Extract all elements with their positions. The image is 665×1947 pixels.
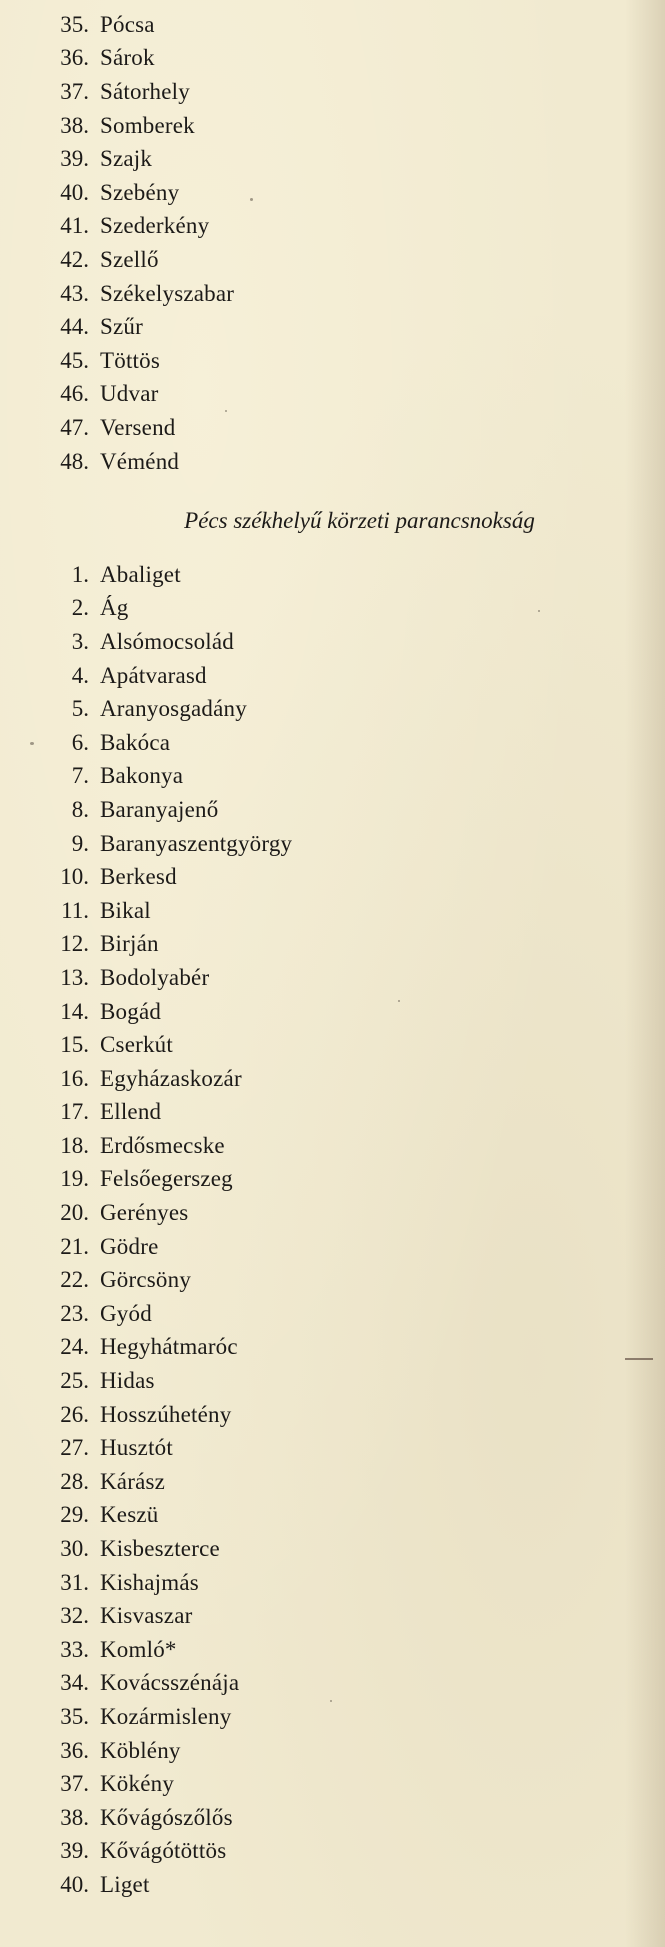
- scan-mark: [625, 1358, 653, 1360]
- settlement-name: Kővágószőlős: [100, 1804, 233, 1830]
- item-number: 48.: [60, 448, 89, 474]
- item-number: 13.: [60, 964, 89, 990]
- settlement-name: Cserkút: [100, 1032, 173, 1058]
- list-item: [0, 1028, 292, 1062]
- item-number: 40.: [60, 179, 89, 205]
- item-number: 27.: [60, 1435, 89, 1461]
- list-item: [0, 445, 234, 479]
- item-number: 12.: [60, 931, 89, 957]
- item-number: 22.: [60, 1267, 89, 1293]
- settlement-name: Véménd: [100, 448, 180, 474]
- settlement-name: Ellend: [100, 1099, 162, 1125]
- item-number: 38.: [60, 1804, 89, 1830]
- settlement-name: Aranyosgadány: [100, 696, 247, 722]
- item-number: 45.: [60, 347, 89, 373]
- settlement-name: Szebény: [100, 179, 180, 205]
- settlement-name: Apátvarasd: [100, 662, 207, 688]
- list-item: [0, 142, 234, 176]
- item-number: 21.: [60, 1233, 89, 1259]
- settlement-name: Versend: [100, 414, 176, 440]
- settlement-name: Kővágótöttös: [100, 1838, 227, 1864]
- list-item: [0, 760, 292, 794]
- list-item: [0, 1062, 292, 1096]
- item-number: 6.: [71, 729, 89, 755]
- item-number: 8.: [71, 796, 89, 822]
- settlement-name: Baranyaszentgyörgy: [100, 830, 293, 856]
- settlement-list-pecs: [0, 558, 292, 1902]
- settlement-name: Komló*: [100, 1636, 177, 1662]
- settlement-name: Pócsa: [100, 11, 155, 37]
- settlement-name: Töttös: [100, 347, 160, 373]
- item-number: 26.: [60, 1401, 89, 1427]
- list-item: [0, 1196, 292, 1230]
- settlement-name: Alsómocsolád: [100, 628, 234, 654]
- list-item: [0, 1767, 292, 1801]
- item-number: 15.: [60, 1032, 89, 1058]
- list-item: [0, 176, 234, 210]
- list-item: [0, 860, 292, 894]
- list-item: [0, 277, 234, 311]
- list-item: [0, 243, 234, 277]
- list-item: [0, 1297, 292, 1331]
- item-number: 1.: [71, 561, 89, 587]
- settlement-name: Felsőegerszeg: [100, 1166, 233, 1192]
- item-number: 7.: [71, 763, 89, 789]
- list-item: [0, 411, 234, 445]
- list-item: [0, 592, 292, 626]
- settlement-name: Sátorhely: [100, 78, 190, 104]
- item-number: 20.: [60, 1200, 89, 1226]
- item-number: 44.: [60, 314, 89, 340]
- list-item: [0, 1633, 292, 1667]
- item-number: 32.: [60, 1603, 89, 1629]
- settlement-name: Abaliget: [100, 561, 181, 587]
- list-item: [0, 310, 234, 344]
- list-item: [0, 827, 292, 861]
- item-number: 16.: [60, 1065, 89, 1091]
- list-item: [0, 109, 234, 143]
- list-item: [0, 1532, 292, 1566]
- item-number: 4.: [71, 662, 89, 688]
- scan-speck: [225, 410, 227, 412]
- list-item: [0, 344, 234, 378]
- list-item: [0, 1499, 292, 1533]
- item-number: 37.: [60, 1771, 89, 1797]
- item-number: 23.: [60, 1300, 89, 1326]
- item-number: 2.: [71, 595, 89, 621]
- list-item: [0, 1431, 292, 1465]
- settlement-name: Kisvaszar: [100, 1603, 193, 1629]
- list-item: [0, 961, 292, 995]
- settlement-name: Baranyajenő: [100, 796, 219, 822]
- settlement-name: Egyházaskozár: [100, 1065, 242, 1091]
- item-number: 9.: [71, 830, 89, 856]
- list-item: [0, 1331, 292, 1365]
- list-item: [0, 1835, 292, 1869]
- list-item: [0, 1599, 292, 1633]
- item-number: 3.: [71, 628, 89, 654]
- list-item: [0, 1868, 292, 1902]
- settlement-list-top: [0, 8, 234, 478]
- settlement-name: Szajk: [100, 146, 153, 172]
- settlement-name: Bogád: [100, 998, 162, 1024]
- settlement-name: Bodolyabér: [100, 964, 210, 990]
- list-item: [0, 1801, 292, 1835]
- list-item: [0, 1129, 292, 1163]
- item-number: 36.: [60, 45, 89, 71]
- settlement-name: Kökény: [100, 1771, 175, 1797]
- item-number: 19.: [60, 1166, 89, 1192]
- page-edge-shadow: [625, 0, 665, 1947]
- list-item: [0, 1230, 292, 1264]
- settlement-name: Kovácsszénája: [100, 1670, 240, 1696]
- scan-speck: [250, 198, 253, 201]
- list-item: [0, 692, 292, 726]
- settlement-name: Berkesd: [100, 864, 177, 890]
- list-item: [0, 659, 292, 693]
- settlement-name: Husztót: [100, 1435, 173, 1461]
- item-number: 36.: [60, 1737, 89, 1763]
- settlement-name: Kisbeszterce: [100, 1536, 220, 1562]
- settlement-name: Birján: [100, 931, 159, 957]
- settlement-name: Szederkény: [100, 213, 210, 239]
- item-number: 38.: [60, 112, 89, 138]
- list-item: [0, 1263, 292, 1297]
- settlement-name: Székelyszabar: [100, 280, 235, 306]
- list-item: [0, 894, 292, 928]
- settlement-name: Szellő: [100, 246, 159, 272]
- list-item: [0, 558, 292, 592]
- settlement-name: Görcsöny: [100, 1267, 192, 1293]
- item-number: 14.: [60, 998, 89, 1024]
- item-number: 41.: [60, 213, 89, 239]
- settlement-name: Bakonya: [100, 763, 184, 789]
- settlement-name: Liget: [100, 1871, 150, 1897]
- item-number: 34.: [60, 1670, 89, 1696]
- item-number: 31.: [60, 1569, 89, 1595]
- list-item: [0, 1667, 292, 1701]
- item-number: 43.: [60, 280, 89, 306]
- list-item: [0, 1398, 292, 1432]
- item-number: 28.: [60, 1468, 89, 1494]
- list-item: [0, 75, 234, 109]
- settlement-name: Kishajmás: [100, 1569, 199, 1595]
- list-item: [0, 995, 292, 1029]
- list-item: [0, 8, 234, 42]
- settlement-name: Köblény: [100, 1737, 181, 1763]
- scan-speck: [30, 742, 34, 745]
- section-heading: Pécs székhelyű körzeti parancsnokság: [184, 508, 535, 533]
- list-item: [0, 378, 234, 412]
- settlement-name: Kárász: [100, 1468, 166, 1494]
- list-item: [0, 928, 292, 962]
- item-number: 11.: [61, 897, 89, 923]
- list-item: [0, 1566, 292, 1600]
- list-item: [0, 1465, 292, 1499]
- item-number: 18.: [60, 1132, 89, 1158]
- list-item: [0, 726, 292, 760]
- settlement-name: Gyód: [100, 1300, 152, 1326]
- item-number: 5.: [71, 696, 89, 722]
- settlement-name: Gödre: [100, 1233, 159, 1259]
- item-number: 25.: [60, 1368, 89, 1394]
- item-number: 42.: [60, 246, 89, 272]
- item-number: 10.: [60, 864, 89, 890]
- item-number: 24.: [60, 1334, 89, 1360]
- settlement-name: Hosszúhetény: [100, 1401, 232, 1427]
- scan-speck: [538, 610, 540, 612]
- item-number: 35.: [60, 11, 89, 37]
- item-number: 40.: [60, 1871, 89, 1897]
- settlement-name: Keszü: [100, 1502, 159, 1528]
- settlement-name: Sárok: [100, 45, 155, 71]
- item-number: 29.: [60, 1502, 89, 1528]
- list-item: [0, 1364, 292, 1398]
- settlement-name: Szűr: [100, 314, 143, 340]
- settlement-name: Hidas: [100, 1368, 155, 1394]
- settlement-name: Udvar: [100, 381, 159, 407]
- item-number: 47.: [60, 414, 89, 440]
- item-number: 17.: [60, 1099, 89, 1125]
- list-item: [0, 1734, 292, 1768]
- item-number: 39.: [60, 1838, 89, 1864]
- item-number: 46.: [60, 381, 89, 407]
- list-item: [0, 1163, 292, 1197]
- settlement-name: Erdősmecske: [100, 1132, 225, 1158]
- list-item: [0, 1096, 292, 1130]
- settlement-name: Ág: [100, 595, 129, 621]
- scan-speck: [398, 1000, 400, 1002]
- list-item: [0, 793, 292, 827]
- settlement-name: Somberek: [100, 112, 195, 138]
- list-item: [0, 210, 234, 244]
- settlement-name: Hegyhátmaróc: [100, 1334, 238, 1360]
- settlement-name: Kozármisleny: [100, 1703, 232, 1729]
- settlement-name: Bikal: [100, 897, 151, 923]
- item-number: 30.: [60, 1536, 89, 1562]
- list-item: [0, 625, 292, 659]
- list-item: [0, 1700, 292, 1734]
- settlement-name: Gerényes: [100, 1200, 189, 1226]
- item-number: 33.: [60, 1636, 89, 1662]
- item-number: 37.: [60, 78, 89, 104]
- scan-speck: [330, 1700, 332, 1702]
- settlement-name: Bakóca: [100, 729, 171, 755]
- item-number: 35.: [60, 1703, 89, 1729]
- list-item: [0, 42, 234, 76]
- item-number: 39.: [60, 146, 89, 172]
